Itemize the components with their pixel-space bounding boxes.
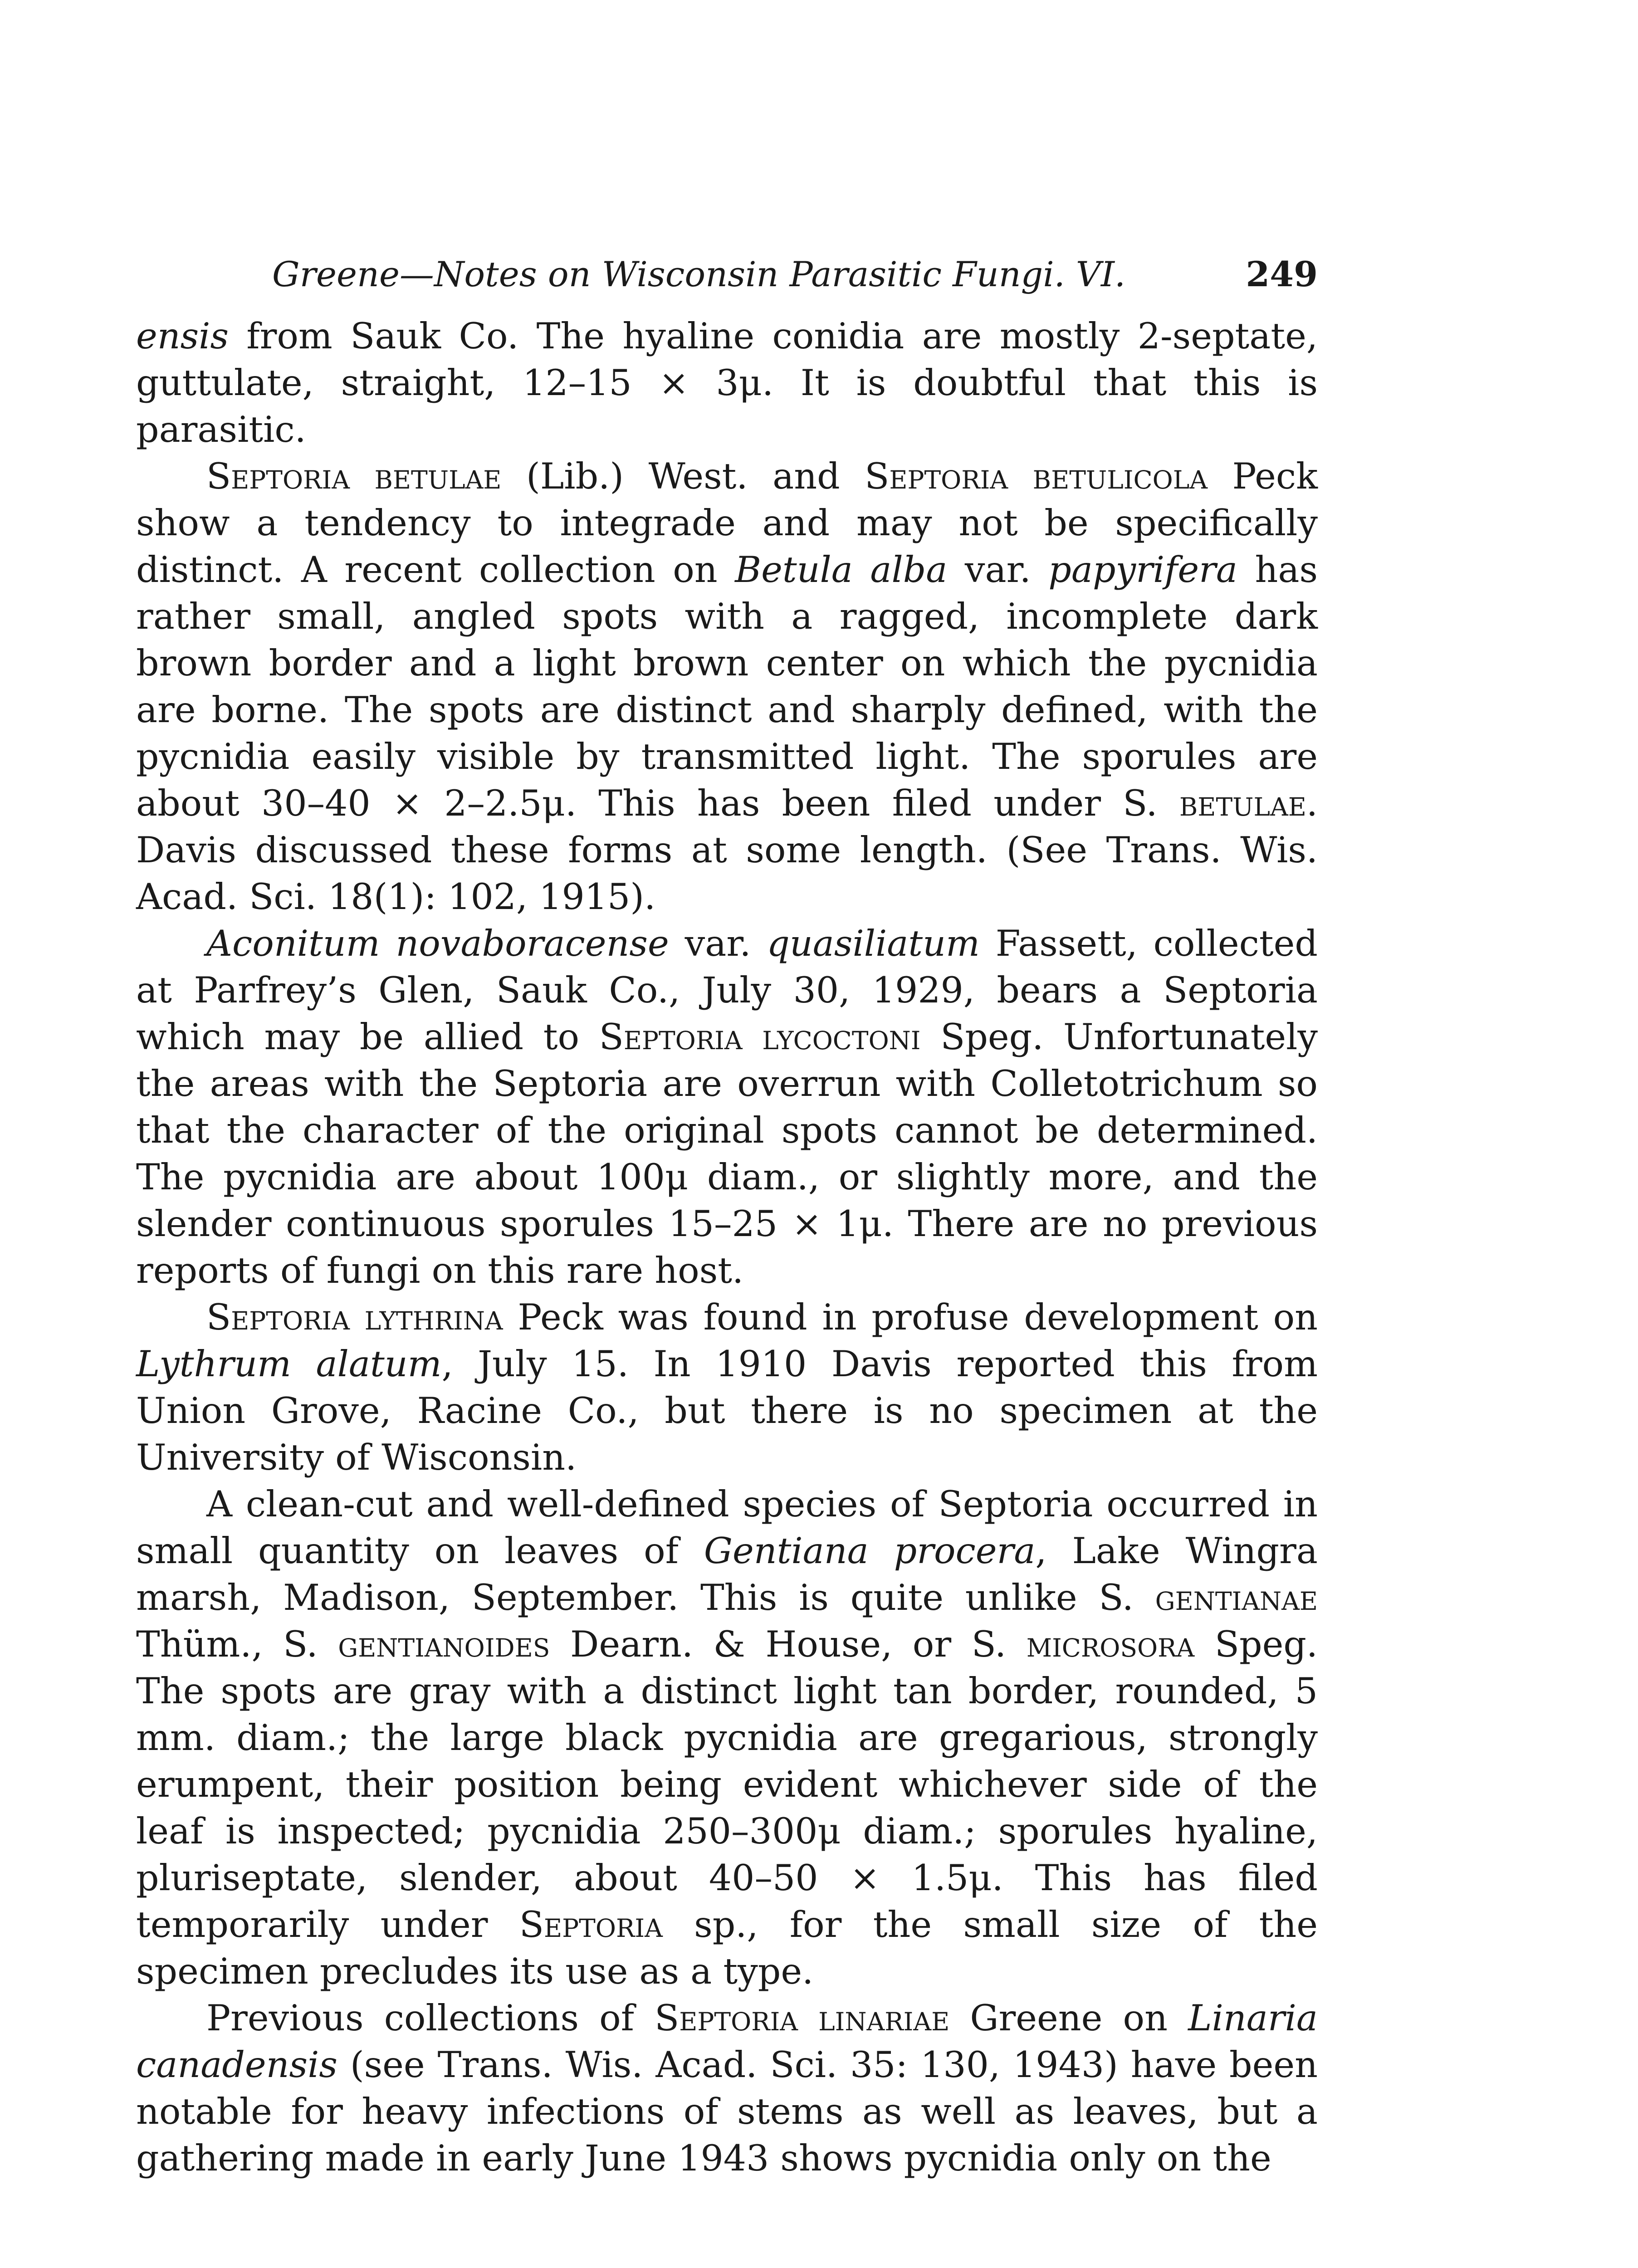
italic-text: Linaria canadensis [136, 1997, 1318, 2086]
text-run: sp., for the small size of the specimen precludes its use as a type. [136, 1904, 1318, 1992]
small-caps-text: betulae [1179, 782, 1306, 824]
page-number: 249 [1246, 254, 1318, 294]
text-run: Peck show a tendency to integrade and may not be specifically distinct. A recent collection on [136, 455, 1318, 591]
paragraph [136, 1294, 1318, 1481]
paragraph [136, 453, 1318, 920]
text-run: has rather small, angled spots with a ragged, incomplete dark brown border and a light brown center on which the pycnidia are borne. The spots are distinct and sharply defined, with the pycnidia easily visible by transmitted light. The sporules are about 30–40 × 2–2.5μ. This has been filed under S. [136, 549, 1318, 824]
text-run: Peck was found in profuse development on [503, 1296, 1318, 1338]
document-page [136, 254, 1318, 2182]
text-run: . Davis discussed these forms at some length. (See Trans. Wis. Acad. Sci. 18(1): 102, 1915). [136, 782, 1318, 918]
text-run: , July 15. In 1910 Davis reported this from Union Grove, Racine Co., but there is no specimen at the University of Wisconsin. [136, 1343, 1318, 1478]
italic-text: papyrifera [1048, 549, 1238, 591]
italic-text: Lythrum alatum [136, 1343, 442, 1385]
text-run: , Lake Wingra marsh, Madison, September. This is quite unlike S. [136, 1530, 1318, 1618]
running-title: Greene—Notes on Wisconsin Parasitic Fungi. VI. [272, 254, 1125, 294]
text-run: Thüm., S. [136, 1623, 338, 1665]
small-caps-text: gentianoides [338, 1623, 550, 1665]
text-run: from Sauk Co. The hyaline conidia are mostly 2-septate, guttulate, straight, 12–15 × 3μ. It is doubtful that this is parasitic. [136, 315, 1318, 450]
text-run: Speg. Unfortunately the areas with the Septoria are overrun with Colletotrichum so that the character of the original spots cannot be determined. The pycnidia are about 100μ diam., or slightly more, and the slender continuous sporules 15–25 × 1μ. There are no previous reports of fungi on this rare host. [136, 1016, 1318, 1291]
small-caps-text: Septoria linariae [655, 1997, 950, 2039]
small-caps-text: gentianae [1155, 1577, 1318, 1618]
small-caps-text: Septoria lycoctoni [599, 1016, 921, 1058]
text-run: Fassett, collected at Parfrey’s Glen, Sauk Co., July 30, 1929, bears a Septoria which may be allied to [136, 923, 1318, 1058]
italic-text: ensis [136, 315, 229, 357]
text-run: Dearn. & House, or S. [550, 1623, 1027, 1665]
italic-text: quasiliatum [767, 923, 980, 964]
small-caps-text: Septoria lythrina [206, 1296, 503, 1338]
body-text [136, 313, 1318, 2182]
text-run: Speg. The spots are gray with a distinct light tan border, rounded, 5 mm. diam.; the large black pycnidia are gregarious, strongly erumpent, their position being evident whichever side of the leaf is inspected; pycnidia 250–300μ diam.; sporules hyaline, pluriseptate, slender, about 40–50 × 1.5μ. This has filed temporarily under [136, 1623, 1318, 1945]
text-run: Previous collections of [206, 1997, 655, 2039]
italic-text: Betula alba [735, 549, 948, 591]
small-caps-text: microsora [1026, 1623, 1195, 1665]
italic-text: Aconitum novaboracense [206, 923, 669, 964]
text-run: var. [947, 549, 1049, 591]
text-run: (see Trans. Wis. Acad. Sci. 35: 130, 1943) have been notable for heavy infections of stems as well as leaves, but a gathering made in early June 1943 shows pycnidia only on the [136, 2044, 1318, 2179]
small-caps-text: Septoria [519, 1904, 663, 1945]
running-head [136, 254, 1318, 304]
paragraph [136, 313, 1318, 453]
paragraph [136, 1995, 1318, 2182]
italic-text: Gentiana procera [704, 1530, 1036, 1572]
text-run: (Lib.) West. and [501, 455, 865, 497]
text-run: A clean-cut and well-defined species of Septoria occurred in small quantity on leaves of [136, 1483, 1318, 1572]
small-caps-text: Septoria betulae [206, 455, 502, 497]
small-caps-text: Septoria betulicola [865, 455, 1208, 497]
text-run: Greene on [949, 1997, 1188, 2039]
paragraph [136, 920, 1318, 1294]
text-run: var. [669, 923, 767, 964]
paragraph [136, 1481, 1318, 1995]
